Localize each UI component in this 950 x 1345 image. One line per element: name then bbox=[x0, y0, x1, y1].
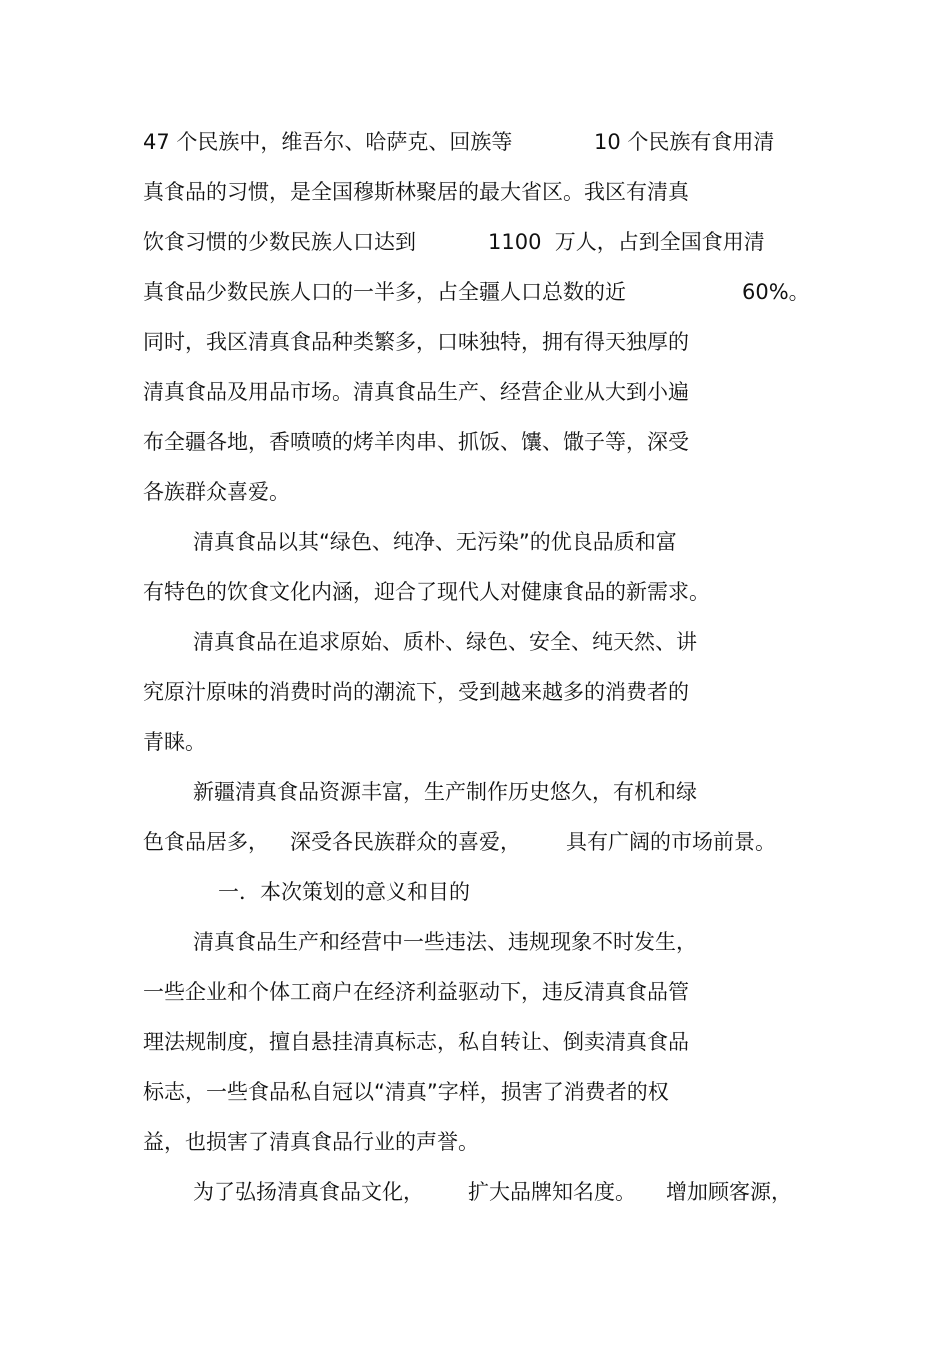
text-line bbox=[0, 526, 677, 558]
text-segment: 一．本次策划的意义和目的 bbox=[218, 880, 470, 904]
text-segment: 理法规制度，擅自悬挂清真标志，私自转让、倒卖清真食品 bbox=[143, 1030, 689, 1054]
text-line bbox=[0, 476, 290, 508]
text-line bbox=[0, 226, 765, 258]
text-line bbox=[0, 576, 710, 608]
text-line bbox=[0, 276, 810, 308]
text-segment: 深受各民族群众的喜爱， bbox=[290, 830, 521, 854]
text-segment: 10 个民族有食用清 bbox=[594, 130, 775, 154]
text-line bbox=[0, 1176, 792, 1208]
text-segment: 有特色的饮食文化内涵，迎合了现代人对健康食品的新需求。 bbox=[143, 580, 710, 604]
text-segment: 真食品的习惯，是全国穆斯林聚居的最大省区。我区有清真 bbox=[143, 180, 689, 204]
text-line bbox=[0, 426, 689, 458]
text-line bbox=[0, 726, 206, 758]
text-line bbox=[0, 826, 776, 858]
text-segment: 真食品少数民族人口的一半多，占全疆人口总数的近 bbox=[143, 280, 626, 304]
text-segment: 究原汁原味的消费时尚的潮流下，受到越来越多的消费者的 bbox=[143, 680, 689, 704]
text-line bbox=[0, 776, 697, 808]
text-line bbox=[0, 126, 775, 158]
text-segment: 清真食品及用品市场。清真食品生产、经营企业从大到小遍 bbox=[143, 380, 689, 404]
text-segment: 为了弘扬清真食品文化， bbox=[193, 1180, 424, 1204]
text-segment: 具有广阔的市场前景。 bbox=[566, 830, 776, 854]
text-segment: 清真食品以其“绿色、纯净、无污染”的优良品质和富 bbox=[193, 530, 677, 554]
text-segment: 新疆清真食品资源丰富，生产制作历史悠久，有机和绿 bbox=[193, 780, 697, 804]
text-segment: 1100 万人，占到全国食用清 bbox=[488, 230, 765, 254]
text-segment: 青睐。 bbox=[143, 730, 206, 754]
text-line bbox=[0, 376, 689, 408]
text-segment: 扩大品牌知名度。 bbox=[468, 1180, 636, 1204]
text-segment: 一些企业和个体工商户在经济利益驱动下，违反清真食品管 bbox=[143, 980, 689, 1004]
text-segment: 60%。 bbox=[742, 280, 810, 304]
text-line bbox=[0, 1026, 689, 1058]
text-segment: 标志，一些食品私自冠以“清真”字样，损害了消费者的权 bbox=[143, 1080, 669, 1104]
section-heading bbox=[0, 876, 470, 908]
text-segment: 饮食习惯的少数民族人口达到 bbox=[143, 230, 416, 254]
text-segment: 47 个民族中，维吾尔、哈萨克、回族等 bbox=[143, 130, 513, 154]
text-line bbox=[0, 1076, 669, 1108]
text-segment: 同时，我区清真食品种类繁多，口味独特，拥有得天独厚的 bbox=[143, 330, 689, 354]
text-segment: 益，也损害了清真食品行业的声誉。 bbox=[143, 1130, 479, 1154]
text-segment: 增加顾客源， bbox=[666, 1180, 792, 1204]
text-line bbox=[0, 676, 689, 708]
text-line bbox=[0, 1126, 479, 1158]
text-segment: 布全疆各地，香喷喷的烤羊肉串、抓饭、馕、馓子等，深受 bbox=[143, 430, 689, 454]
text-line bbox=[0, 176, 689, 208]
text-line bbox=[0, 926, 697, 958]
text-segment: 色食品居多， bbox=[143, 830, 269, 854]
text-segment: 清真食品生产和经营中一些违法、违规现象不时发生， bbox=[193, 930, 697, 954]
text-line bbox=[0, 326, 689, 358]
text-segment: 各族群众喜爱。 bbox=[143, 480, 290, 504]
text-segment: 清真食品在追求原始、质朴、绿色、安全、纯天然、讲 bbox=[193, 630, 697, 654]
text-line bbox=[0, 626, 697, 658]
text-line bbox=[0, 976, 689, 1008]
